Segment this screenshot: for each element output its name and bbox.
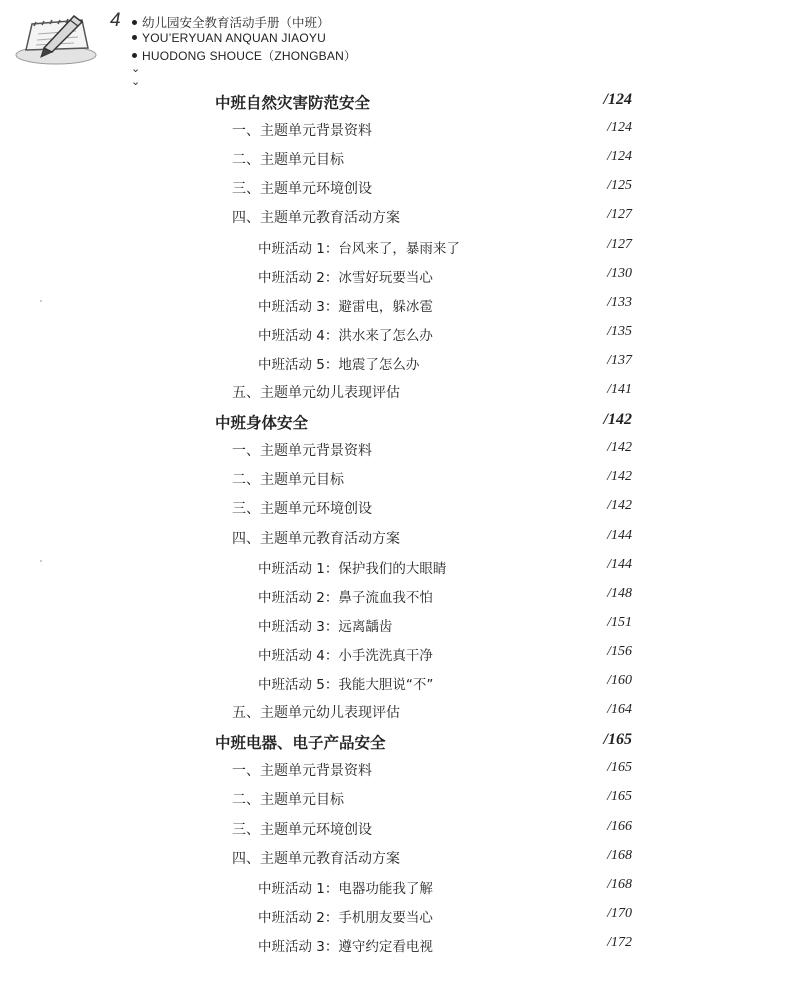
header-title-cn-text: 幼儿园安全教育活动手册（中班） [142,15,330,30]
toc-entry-page: /148 [607,585,632,601]
chevron-down-icon: ⌄ ⌄ [131,62,141,88]
toc-entry-page: /130 [607,265,632,281]
toc-entry-page: /144 [607,556,632,572]
toc-entry-page: /127 [607,207,632,223]
toc-entry-page: /125 [607,178,632,194]
toc-entry-page: /165 [607,789,632,805]
toc-entry-page: /164 [607,702,632,718]
toc-entry-page: /170 [607,905,632,921]
header-title-en-2-text: HUODONG SHOUCE（ZHONGBAN） [142,49,357,63]
toc-entry-page: /165 [603,731,632,749]
toc-entry [0,644,800,672]
toc-entry [0,469,800,497]
toc-entry [0,586,800,614]
toc-entry-page: /172 [607,934,632,950]
toc-entry [0,557,800,585]
toc-entry-page: /168 [607,876,632,892]
toc-entry-page: /135 [607,323,632,339]
toc-entry-title: 四、主题单元教育活动方案 [232,530,400,547]
toc-entry-title: 三、主题单元环境创设 [232,501,372,518]
header-title-en-1-text: YOU’ERYUAN ANQUAN JIAOYU [142,31,326,45]
toc-entry-title: 三、主题单元环境创设 [232,181,372,198]
toc-entry-title: 中班活动 2：冰雪好玩要当心 [258,269,433,286]
toc-entry-title: 中班活动 1：台风来了，暴雨来了 [258,240,460,257]
toc-entry [0,324,800,352]
toc-entry-title: 中班活动 1：电器功能我了解 [258,880,433,897]
toc-entry [0,528,800,556]
toc-entry [0,760,800,788]
toc-entry-page: /166 [607,818,632,834]
toc-entry [0,906,800,934]
toc-section [0,411,800,439]
bullet-dot-icon [132,35,137,40]
toc-entry-title: 四、主题单元教育活动方案 [232,850,400,867]
toc-section [0,91,800,119]
toc-entry [0,382,800,410]
page-number: 4 [110,10,121,31]
toc-entry-title: 一、主题单元背景资料 [232,763,372,780]
toc-entry [0,848,800,876]
toc-entry-page: /142 [603,411,632,429]
toc-entry-page: /144 [607,527,632,543]
toc-entry-title: 四、主题单元教育活动方案 [232,210,400,227]
toc-entry-title: 中班活动 1：保护我们的大眼睛 [258,560,447,577]
toc-entry [0,440,800,468]
toc-entry-page: /127 [607,236,632,252]
toc-entry [0,353,800,381]
header-title-en-2 [132,47,356,64]
bullet-dot-icon [132,53,137,58]
toc-entry-page: /142 [607,440,632,456]
header-title-en-1 [132,31,326,45]
toc-entry [0,819,800,847]
toc-entry [0,702,800,730]
toc-entry [0,935,800,963]
toc-entry-page: /151 [607,614,632,630]
toc-entry-title: 二、主题单元目标 [232,152,344,169]
toc-entry-title: 中班活动 2：鼻子流血我不怕 [258,589,433,606]
toc-entry-page: /124 [603,91,632,108]
toc-entry-title: 二、主题单元目标 [232,792,344,809]
header-title-cn [132,13,330,31]
toc-entry-title: 中班自然灾害防范安全 [215,94,371,112]
toc-entry [0,498,800,526]
toc-entry [0,615,800,643]
toc-entry [0,789,800,817]
toc-entry [0,266,800,294]
toc-entry [0,877,800,905]
toc-entry-page: /168 [607,847,632,863]
toc-entry [0,295,800,323]
toc-entry [0,120,800,148]
toc-entry-page: /141 [607,382,632,397]
toc-entry-title: 中班活动 3：避雷电，躲冰雹 [258,298,433,315]
toc-entry-page: /137 [607,352,632,368]
toc-entry-title: 中班电器、电子产品安全 [215,734,386,753]
toc-entry-title: 中班活动 5：我能大胆说“不” [258,677,434,693]
toc-entry-title: 一、主题单元背景资料 [232,123,372,140]
toc-entry [0,237,800,265]
toc-entry-title: 中班活动 5：地震了怎么办 [258,356,420,373]
toc-entry-page: /160 [607,673,632,688]
toc-entry-page: /133 [607,294,632,310]
toc-section [0,731,800,759]
toc-entry-page: /124 [607,120,632,136]
pen-on-notepad-icon [12,10,104,68]
toc-entry-title: 中班活动 4：小手洗洗真干净 [258,647,433,664]
toc-entry-title: 二、主题单元目标 [232,472,344,489]
toc-entry [0,673,800,701]
toc-entry-title: 中班活动 2：手机朋友要当心 [258,909,433,926]
toc-entry-title: 中班活动 4：洪水来了怎么办 [258,327,433,344]
toc-entry-page: /142 [607,469,632,485]
bullet-dot-icon [132,20,137,25]
toc-entry-page: /156 [607,643,632,659]
toc-entry-title: 中班活动 3：遵守约定看电视 [258,938,433,955]
toc-entry-page: /165 [607,760,632,776]
toc-entry [0,178,800,206]
toc-entry [0,149,800,177]
toc-entry-title: 三、主题单元环境创设 [232,821,372,838]
toc-entry-page: /124 [607,149,632,165]
toc-entry-title: 五、主题单元幼儿表现评估 [232,385,400,401]
toc-entry-title: 一、主题单元背景资料 [232,443,372,460]
toc-entry [0,207,800,235]
toc-entry-title: 中班身体安全 [215,414,309,433]
toc-entry-page: /142 [607,498,632,514]
toc-entry-title: 中班活动 3：远离龋齿 [258,618,393,635]
running-header [0,0,800,88]
toc-entry-title: 五、主题单元幼儿表现评估 [232,705,400,722]
